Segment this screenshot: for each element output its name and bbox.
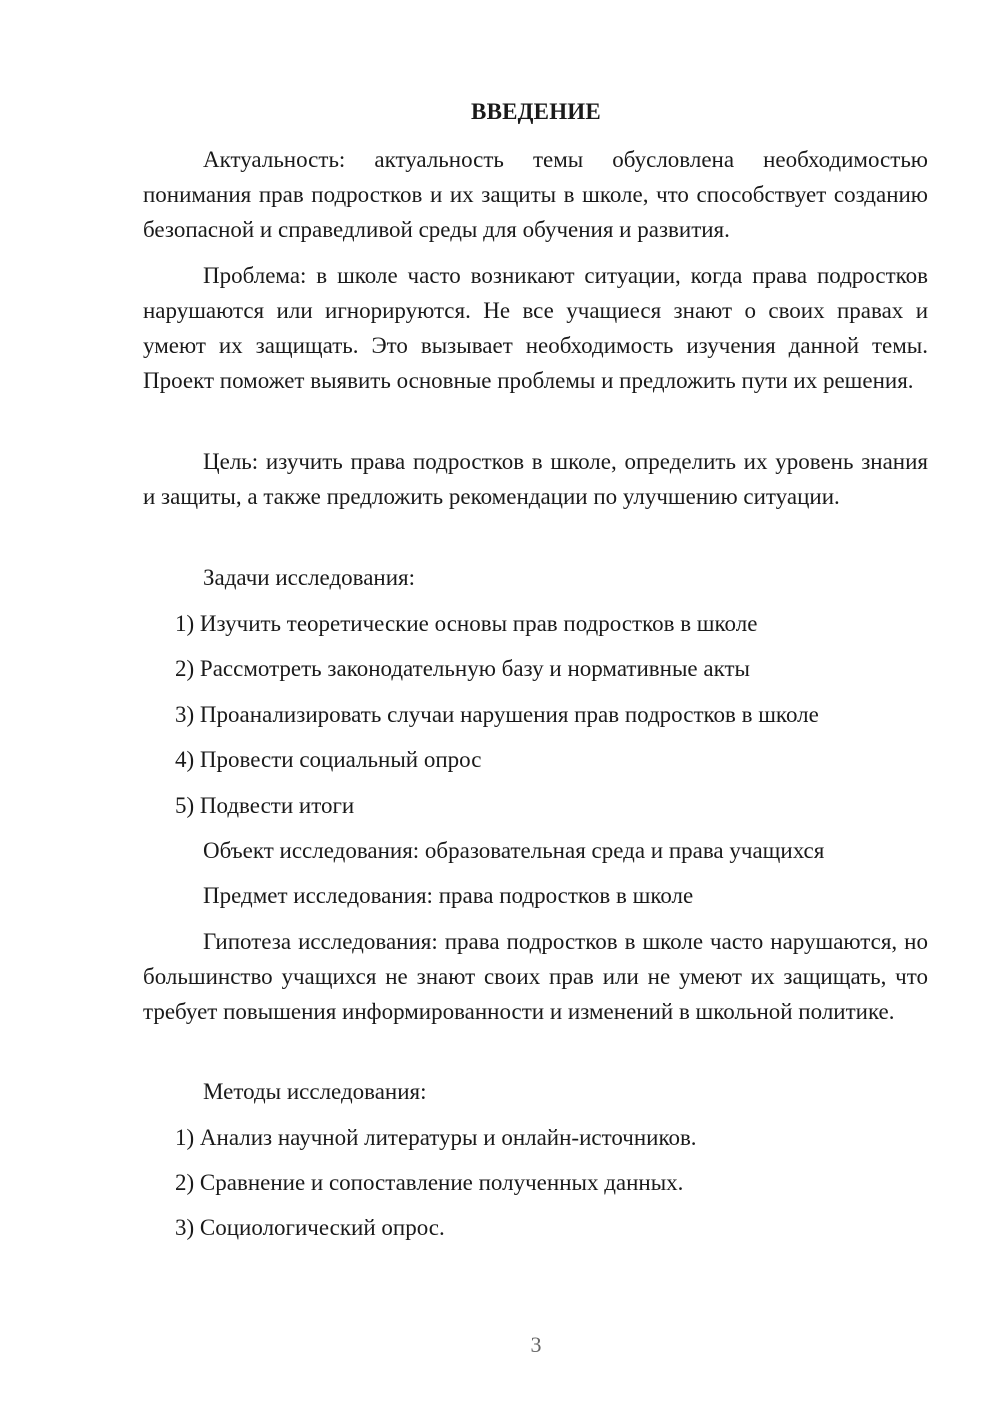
task-item: 1) Изучить теоретические основы прав подростков в школе [175,611,758,636]
methods-heading: Методы исследования: [203,1079,427,1104]
paragraph-hypothesis: Гипотеза исследования: права подростков в школе часто нарушаются, но большинство учащихся не знают своих прав или не умеют их защищать, что требует повышения информированности и изменений в школьной политике. [143,929,928,1024]
page-number: 3 [530,1332,542,1357]
paragraph-problem: Проблема: в школе часто возникают ситуации, когда права подростков нарушаются или игнорируются. Не все учащиеся знают о своих правах и умеют их защищать. Это вызывает необходимость изучения данной темы. Проект поможет выявить основные проблемы и предложить пути их решения. [143,263,928,393]
method-item: 3) Социологический опрос. [175,1215,445,1240]
tasks-heading: Задачи исследования: [203,565,416,590]
task-item: 5) Подвести итоги [175,793,355,818]
paragraph-relevance: Актуальность: актуальность темы обусловлена необходимостью понимания прав подростков и их защиты в школе, что способствует созданию безопасной и справедливой среды для обучения и развития. [143,147,928,242]
page-title: ВВЕДЕНИЕ [471,99,601,124]
research-object: Объект исследования: образовательная среда и права учащихся [203,838,825,863]
task-item: 2) Рассмотреть законодательную базу и нормативные акты [175,656,750,681]
method-item: 2) Сравнение и сопоставление полученных данных. [175,1170,684,1195]
paragraph-goal: Цель: изучить права подростков в школе, определить их уровень знания и защиты, а также предложить рекомендации по улучшению ситуации. [143,449,928,509]
task-item: 3) Проанализировать случаи нарушения прав подростков в школе [175,702,819,727]
method-item: 1) Анализ научной литературы и онлайн-источников. [175,1125,697,1150]
task-item: 4) Провести социальный опрос [175,747,482,772]
research-subject: Предмет исследования: права подростков в школе [203,883,694,908]
